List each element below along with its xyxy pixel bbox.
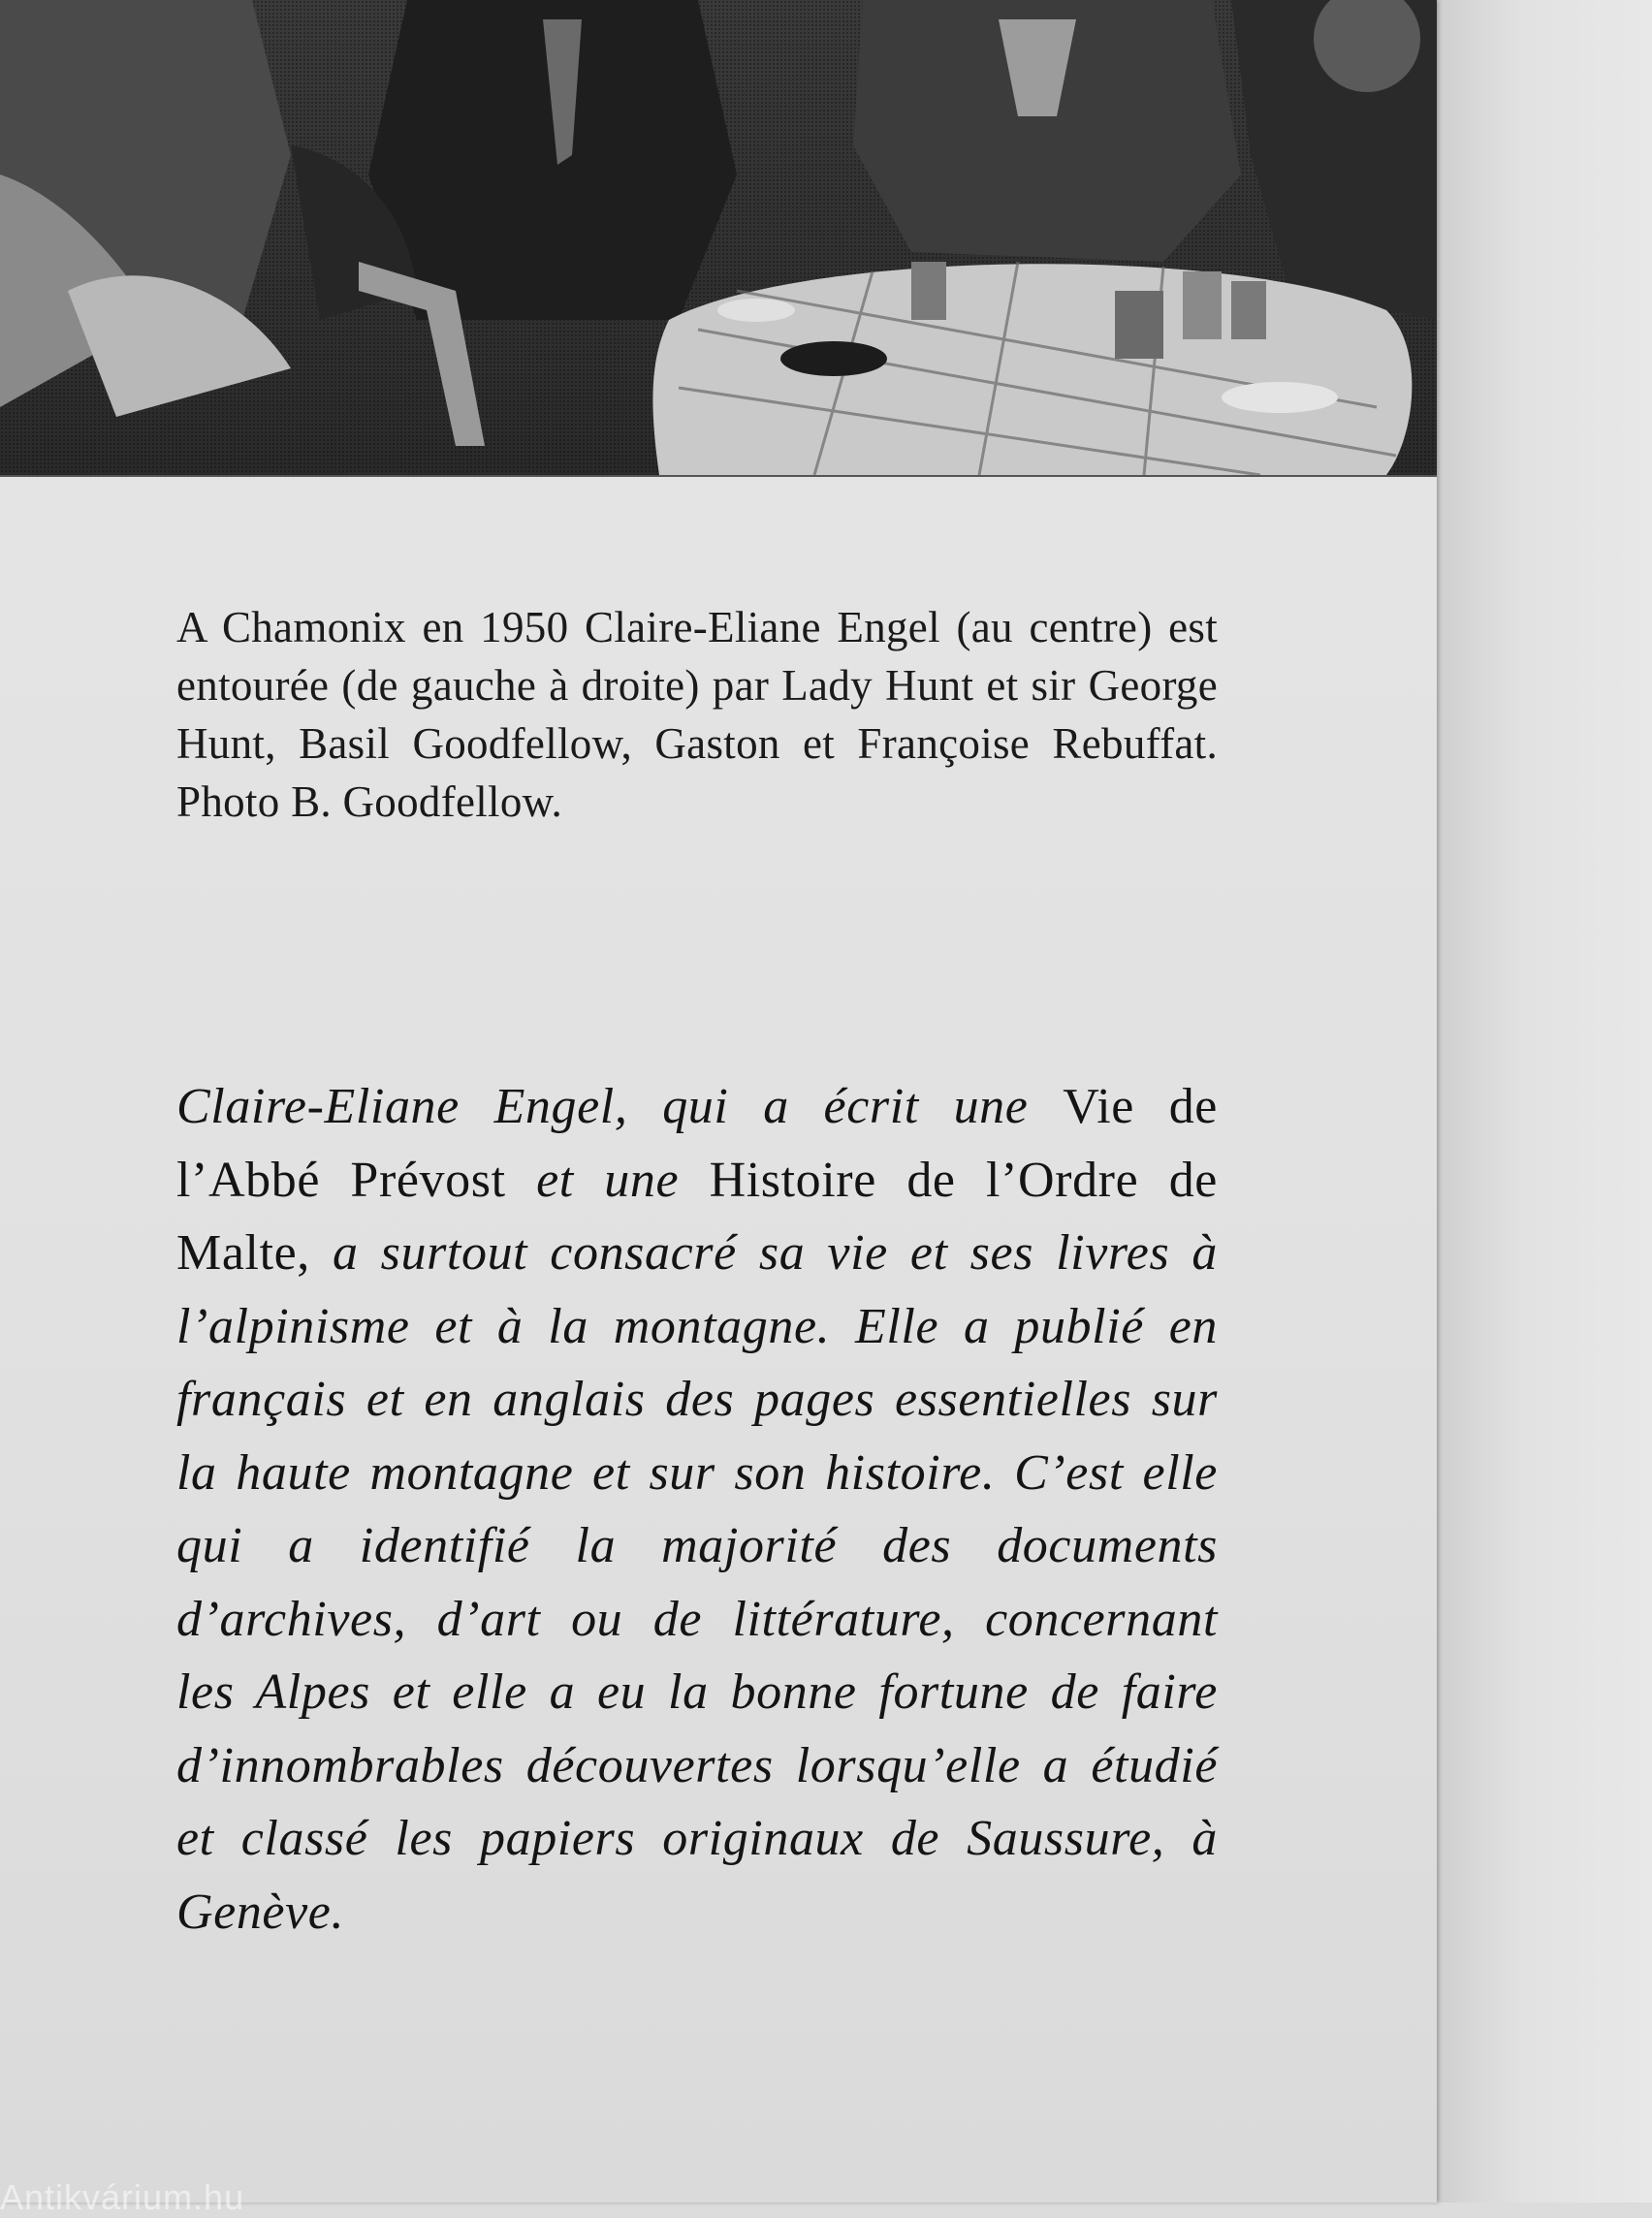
background-surface: [1437, 0, 1652, 2202]
bio-segment-3: et une: [505, 1152, 710, 1208]
photo-scene: [0, 0, 1437, 475]
group-photo: [0, 0, 1437, 477]
book-title-vie-abbe-prevost: Vie de l’Abbé Prévost: [176, 1079, 1218, 1208]
biography-paragraph: [176, 1070, 1218, 1949]
photo-caption: A Chamonix en 1950 Claire-Eliane Engel (au centre) est entourée (de gauche à droite) par Lady Hunt et sir George Hunt, Basil Goodfellow, Gaston et Françoise Rebuffat. Photo B. Goodfellow.: [176, 603, 1218, 826]
bio-segment-1: Claire-Eliane Engel, qui a écrit une: [176, 1079, 1064, 1134]
bio-segment-5: a surtout consacré sa vie et ses livres à l’alpinisme et à la montagne. Elle a publié en français et en anglais des pages essentielles sur la haute montagne et sur son histoire. C’est elle qui a identifié la majorité des documents d’archives, d’art ou de littérature, concernant les Alpes et elle a eu la bonne fortune de faire d’innombrables découvertes lorsqu’elle a étudié et classé les papiers originaux de Saussure, à Genève.: [176, 1225, 1218, 1940]
book-title-histoire-ordre-malte: Histoire de l’Ordre de Malte,: [176, 1152, 1218, 1281]
watermark: Antikvárium.hu: [0, 2177, 245, 2217]
